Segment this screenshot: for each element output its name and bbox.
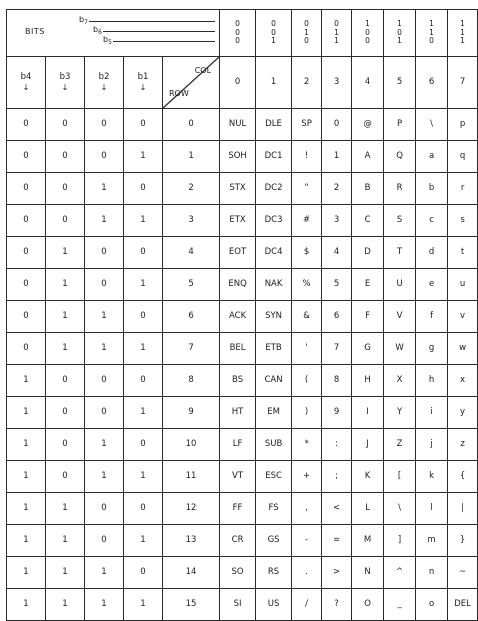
char-cell: u xyxy=(448,269,478,301)
low-bit-header-b1 xyxy=(124,57,163,109)
row-bit-cell: 1 xyxy=(85,173,124,205)
row-bit-cell: 1 xyxy=(124,461,163,493)
row-bit-cell: 0 xyxy=(124,365,163,397)
char-cell: " xyxy=(292,173,322,205)
row-bit-cell: 1 xyxy=(85,589,124,621)
b5-leader-line xyxy=(113,41,215,42)
char-cell: FF xyxy=(220,493,256,525)
row-bit-cell: 0 xyxy=(124,557,163,589)
table-row xyxy=(7,173,478,205)
char-cell: V xyxy=(384,301,416,333)
row-bit-cell: 1 xyxy=(124,269,163,301)
char-cell: _ xyxy=(384,589,416,621)
char-cell: s xyxy=(448,205,478,237)
row-bit-cell: 0 xyxy=(85,269,124,301)
char-cell: LF xyxy=(220,429,256,461)
low-bit-label: b2 xyxy=(98,72,110,83)
char-cell: EOT xyxy=(220,237,256,269)
char-cell: BEL xyxy=(220,333,256,365)
char-cell: STX xyxy=(220,173,256,205)
row-bit-cell: 0 xyxy=(124,301,163,333)
table-row xyxy=(7,109,478,141)
char-cell: D xyxy=(352,237,384,269)
char-cell: E xyxy=(352,269,384,301)
row-number-cell: 0 xyxy=(163,109,220,141)
char-cell: @ xyxy=(352,109,384,141)
char-cell: 9 xyxy=(322,397,352,429)
col-number-6: 6 xyxy=(416,57,448,109)
char-cell: v xyxy=(448,301,478,333)
char-cell: BS xyxy=(220,365,256,397)
b5-label: $b_5$ xyxy=(103,35,112,46)
char-cell: I xyxy=(352,397,384,429)
row-bit-cell: 0 xyxy=(124,237,163,269)
char-cell: 3 xyxy=(322,205,352,237)
col-number-3: 3 xyxy=(322,57,352,109)
char-cell: NAK xyxy=(256,269,292,301)
row-bit-cell: 1 xyxy=(85,429,124,461)
char-cell: \ xyxy=(416,109,448,141)
char-cell: $ xyxy=(292,237,322,269)
char-cell: y xyxy=(448,397,478,429)
table-row xyxy=(7,205,478,237)
row-bit-cell: 1 xyxy=(7,461,46,493)
col-bits-stack xyxy=(256,20,291,46)
diagonal-divider xyxy=(163,57,219,108)
char-cell: b xyxy=(416,173,448,205)
b6-label: $b_6$ xyxy=(93,25,102,36)
col-bit-value: 0 xyxy=(304,36,309,46)
char-cell: ENQ xyxy=(220,269,256,301)
row-bit-cell: 1 xyxy=(124,525,163,557)
row-bit-cell: 0 xyxy=(85,141,124,173)
low-bit-label: b1 xyxy=(137,72,149,83)
char-cell: e xyxy=(416,269,448,301)
char-cell: 0 xyxy=(322,109,352,141)
char-cell: 8 xyxy=(322,365,352,397)
char-cell: ACK xyxy=(220,301,256,333)
char-cell: CAN xyxy=(256,365,292,397)
table-row xyxy=(7,301,478,333)
table-row xyxy=(7,429,478,461)
row-bit-cell: 1 xyxy=(7,557,46,589)
row-bit-cell: 0 xyxy=(7,333,46,365)
char-cell: d xyxy=(416,237,448,269)
col-bits-header-3 xyxy=(322,10,352,57)
row-bit-cell: 1 xyxy=(46,269,85,301)
char-cell: # xyxy=(292,205,322,237)
char-cell: 2 xyxy=(322,173,352,205)
table-row xyxy=(7,141,478,173)
char-cell: W xyxy=(384,333,416,365)
char-cell: SUB xyxy=(256,429,292,461)
low-bit-header-b3 xyxy=(46,57,85,109)
char-cell: SP xyxy=(292,109,322,141)
col-bits-stack xyxy=(292,20,321,46)
char-cell: P xyxy=(384,109,416,141)
char-cell: ; xyxy=(322,461,352,493)
row-bit-cell: 0 xyxy=(85,109,124,141)
row-number-cell: 4 xyxy=(163,237,220,269)
char-cell: ' xyxy=(292,333,322,365)
bits-label: BITS xyxy=(25,27,45,36)
row-bit-cell: 1 xyxy=(46,589,85,621)
row-label: ROW xyxy=(169,89,189,98)
down-arrow-icon: ↓ xyxy=(139,82,147,92)
char-cell: FS xyxy=(256,493,292,525)
row-number-cell: 12 xyxy=(163,493,220,525)
char-cell: SYN xyxy=(256,301,292,333)
col-row-header-cell xyxy=(163,57,220,109)
col-bit-value: 1 xyxy=(365,19,370,29)
col-bit-value: 0 xyxy=(365,36,370,46)
char-cell: ESC xyxy=(256,461,292,493)
char-cell: ) xyxy=(292,397,322,429)
col-bits-stack xyxy=(416,20,447,46)
row-bit-cell: 0 xyxy=(124,493,163,525)
char-cell: x xyxy=(448,365,478,397)
char-cell: c xyxy=(416,205,448,237)
char-cell: R xyxy=(384,173,416,205)
row-number-cell: 8 xyxy=(163,365,220,397)
col-bits-header-0 xyxy=(220,10,256,57)
col-bit-value: 1 xyxy=(429,19,434,29)
char-cell: F xyxy=(352,301,384,333)
row-bit-cell: 1 xyxy=(7,365,46,397)
char-cell: EM xyxy=(256,397,292,429)
row-bit-cell: 0 xyxy=(85,365,124,397)
char-cell: f xyxy=(416,301,448,333)
row-bit-cell: 1 xyxy=(85,205,124,237)
char-cell: SO xyxy=(220,557,256,589)
char-cell: X xyxy=(384,365,416,397)
row-bit-cell: 1 xyxy=(85,301,124,333)
char-cell: O xyxy=(352,589,384,621)
char-cell: < xyxy=(322,493,352,525)
col-bits-header-5 xyxy=(384,10,416,57)
char-cell: ? xyxy=(322,589,352,621)
col-bit-value: 0 xyxy=(397,27,402,37)
row-bit-cell: 1 xyxy=(7,429,46,461)
row-bit-cell: 0 xyxy=(124,429,163,461)
col-bit-value: 0 xyxy=(271,19,276,29)
row-number-cell: 2 xyxy=(163,173,220,205)
char-cell: SOH xyxy=(220,141,256,173)
char-cell: + xyxy=(292,461,322,493)
char-cell: g xyxy=(416,333,448,365)
low-bit-label: b3 xyxy=(59,72,71,83)
col-bit-value: 1 xyxy=(271,36,276,46)
row-bit-cell: 0 xyxy=(7,141,46,173)
col-bit-value: 1 xyxy=(304,27,309,37)
row-bit-cell: 0 xyxy=(46,173,85,205)
char-cell: { xyxy=(448,461,478,493)
row-bit-cell: 0 xyxy=(46,205,85,237)
col-bits-header-4 xyxy=(352,10,384,57)
row-bit-cell: 0 xyxy=(46,461,85,493)
row-bit-cell: 0 xyxy=(85,397,124,429)
char-cell: VT xyxy=(220,461,256,493)
row-number-cell: 13 xyxy=(163,525,220,557)
row-bit-cell: 1 xyxy=(7,397,46,429)
col-bit-value: 1 xyxy=(460,19,465,29)
char-cell: ETX xyxy=(220,205,256,237)
char-cell: DEL xyxy=(448,589,478,621)
row-bit-cell: 0 xyxy=(85,493,124,525)
col-bit-value: 0 xyxy=(235,19,240,29)
row-bit-cell: 1 xyxy=(124,333,163,365)
char-cell: U xyxy=(384,269,416,301)
row-bit-cell: 1 xyxy=(46,525,85,557)
row-bit-cell: 0 xyxy=(124,173,163,205)
char-cell: DC4 xyxy=(256,237,292,269)
char-cell: Z xyxy=(384,429,416,461)
char-cell: HT xyxy=(220,397,256,429)
char-cell: Q xyxy=(384,141,416,173)
char-cell: G xyxy=(352,333,384,365)
col-bit-value: 0 xyxy=(429,36,434,46)
col-bit-value: 1 xyxy=(397,19,402,29)
row-bit-cell: 1 xyxy=(124,141,163,173)
col-number-4: 4 xyxy=(352,57,384,109)
low-bit-header-b2 xyxy=(85,57,124,109)
row-bit-cell: 0 xyxy=(7,205,46,237)
char-cell: 5 xyxy=(322,269,352,301)
row-number-cell: 6 xyxy=(163,301,220,333)
col-bits-stack xyxy=(384,20,415,46)
table-row xyxy=(7,557,478,589)
char-cell: US xyxy=(256,589,292,621)
col-number-7: 7 xyxy=(448,57,478,109)
char-cell: S xyxy=(384,205,416,237)
col-bit-value: 0 xyxy=(271,27,276,37)
char-cell: C xyxy=(352,205,384,237)
down-arrow-icon: ↓ xyxy=(61,82,69,92)
row-bit-cell: 0 xyxy=(7,173,46,205)
char-cell: a xyxy=(416,141,448,173)
col-label: COL xyxy=(194,66,212,75)
row-number-cell: 15 xyxy=(163,589,220,621)
col-bit-value: 1 xyxy=(429,27,434,37)
row-bit-cell: 1 xyxy=(7,525,46,557)
char-cell: ETB xyxy=(256,333,292,365)
col-bits-header-6 xyxy=(416,10,448,57)
row-bit-cell: 1 xyxy=(46,237,85,269)
char-cell: } xyxy=(448,525,478,557)
row-bit-cell: 0 xyxy=(46,365,85,397)
char-cell: T xyxy=(384,237,416,269)
row-bit-cell: 1 xyxy=(85,461,124,493)
down-arrow-icon: ↓ xyxy=(100,82,108,92)
table-row xyxy=(7,493,478,525)
row-bit-cell: 1 xyxy=(85,333,124,365)
row-bit-cell: 0 xyxy=(85,525,124,557)
col-number-1: 1 xyxy=(256,57,292,109)
char-cell: & xyxy=(292,301,322,333)
col-bit-value: 1 xyxy=(460,36,465,46)
row-bit-cell: 0 xyxy=(46,141,85,173)
char-cell: RS xyxy=(256,557,292,589)
char-cell: n xyxy=(416,557,448,589)
char-cell: * xyxy=(292,429,322,461)
char-cell: . xyxy=(292,557,322,589)
char-cell: ^ xyxy=(384,557,416,589)
char-cell: , xyxy=(292,493,322,525)
col-bit-value: 0 xyxy=(304,19,309,29)
row-bit-cell: 0 xyxy=(7,269,46,301)
char-cell: H xyxy=(352,365,384,397)
char-cell: j xyxy=(416,429,448,461)
char-cell: o xyxy=(416,589,448,621)
char-cell: w xyxy=(448,333,478,365)
char-cell: z xyxy=(448,429,478,461)
table-row xyxy=(7,237,478,269)
row-bit-cell: 1 xyxy=(124,205,163,237)
char-cell: ~ xyxy=(448,557,478,589)
row-bit-cell: 1 xyxy=(7,493,46,525)
row-bit-cell: 0 xyxy=(46,109,85,141)
char-cell: CR xyxy=(220,525,256,557)
row-number-cell: 11 xyxy=(163,461,220,493)
char-cell: % xyxy=(292,269,322,301)
char-cell: : xyxy=(322,429,352,461)
col-bits-stack xyxy=(322,20,351,46)
col-number-0: 0 xyxy=(220,57,256,109)
row-number-cell: 5 xyxy=(163,269,220,301)
char-cell: DC3 xyxy=(256,205,292,237)
col-number-2: 2 xyxy=(292,57,322,109)
row-number-cell: 14 xyxy=(163,557,220,589)
char-cell: B xyxy=(352,173,384,205)
char-cell: i xyxy=(416,397,448,429)
col-bit-value: 0 xyxy=(235,36,240,46)
char-cell: N xyxy=(352,557,384,589)
char-cell: J xyxy=(352,429,384,461)
low-bit-header-b4 xyxy=(7,57,46,109)
char-cell: l xyxy=(416,493,448,525)
row-bit-cell: 1 xyxy=(46,333,85,365)
row-number-cell: 3 xyxy=(163,205,220,237)
row-bit-cell: 1 xyxy=(85,557,124,589)
ascii-code-table xyxy=(6,9,478,621)
col-bit-value: 1 xyxy=(397,36,402,46)
char-cell: M xyxy=(352,525,384,557)
col-bits-header-1 xyxy=(256,10,292,57)
char-cell: [ xyxy=(384,461,416,493)
char-cell: DC1 xyxy=(256,141,292,173)
row-bit-cell: 0 xyxy=(46,429,85,461)
row-bit-cell: 0 xyxy=(7,109,46,141)
row-bit-cell: 0 xyxy=(46,397,85,429)
col-bit-value: 1 xyxy=(334,27,339,37)
char-cell: 6 xyxy=(322,301,352,333)
row-bit-cell: 0 xyxy=(85,237,124,269)
col-bits-stack xyxy=(352,20,383,46)
col-bit-value: 1 xyxy=(334,36,339,46)
table-row xyxy=(7,525,478,557)
char-cell: Y xyxy=(384,397,416,429)
row-bit-cell: 1 xyxy=(46,557,85,589)
row-number-cell: 9 xyxy=(163,397,220,429)
col-bit-value: 0 xyxy=(334,19,339,29)
header-bits-row xyxy=(7,10,478,57)
col-bits-stack xyxy=(448,20,477,46)
table-row xyxy=(7,397,478,429)
table-row xyxy=(7,461,478,493)
char-cell: ! xyxy=(292,141,322,173)
col-bits-stack xyxy=(220,20,255,46)
char-cell: / xyxy=(292,589,322,621)
table-row xyxy=(7,589,478,621)
row-bit-cell: 0 xyxy=(7,301,46,333)
char-cell: = xyxy=(322,525,352,557)
char-cell: ( xyxy=(292,365,322,397)
row-bit-cell: 0 xyxy=(7,237,46,269)
col-number-5: 5 xyxy=(384,57,416,109)
header-col-row xyxy=(7,57,478,109)
char-cell: \ xyxy=(384,493,416,525)
char-cell: k xyxy=(416,461,448,493)
char-cell: m xyxy=(416,525,448,557)
char-cell: DLE xyxy=(256,109,292,141)
char-cell: L xyxy=(352,493,384,525)
char-cell: A xyxy=(352,141,384,173)
char-cell: h xyxy=(416,365,448,397)
low-bit-label: b4 xyxy=(20,72,32,83)
row-bit-cell: 1 xyxy=(7,589,46,621)
char-cell: 1 xyxy=(322,141,352,173)
row-bit-cell: 0 xyxy=(124,109,163,141)
char-cell: 4 xyxy=(322,237,352,269)
char-cell: DC2 xyxy=(256,173,292,205)
bits-header-cell xyxy=(7,10,220,57)
row-bit-cell: 1 xyxy=(124,589,163,621)
col-bits-header-7 xyxy=(448,10,478,57)
row-number-cell: 7 xyxy=(163,333,220,365)
char-cell: 7 xyxy=(322,333,352,365)
table-row xyxy=(7,269,478,301)
char-cell: NUL xyxy=(220,109,256,141)
char-cell: > xyxy=(322,557,352,589)
b7-label: $b_7$ xyxy=(79,15,88,26)
char-cell: - xyxy=(292,525,322,557)
char-cell: q xyxy=(448,141,478,173)
char-cell: r xyxy=(448,173,478,205)
col-bit-value: 1 xyxy=(460,27,465,37)
row-bit-cell: 1 xyxy=(46,493,85,525)
row-bit-cell: 1 xyxy=(46,301,85,333)
char-cell: t xyxy=(448,237,478,269)
char-cell: p xyxy=(448,109,478,141)
b7-leader-line xyxy=(89,21,215,22)
col-bit-value: 0 xyxy=(235,27,240,37)
col-bit-value: 0 xyxy=(365,27,370,37)
char-cell: SI xyxy=(220,589,256,621)
char-cell: ] xyxy=(384,525,416,557)
row-number-cell: 10 xyxy=(163,429,220,461)
row-number-cell: 1 xyxy=(163,141,220,173)
b6-leader-line xyxy=(103,31,215,32)
table-row xyxy=(7,365,478,397)
char-cell: GS xyxy=(256,525,292,557)
down-arrow-icon: ↓ xyxy=(22,82,30,92)
col-bits-header-2 xyxy=(292,10,322,57)
char-cell: | xyxy=(448,493,478,525)
row-bit-cell: 1 xyxy=(124,397,163,429)
table-row xyxy=(7,333,478,365)
char-cell: K xyxy=(352,461,384,493)
